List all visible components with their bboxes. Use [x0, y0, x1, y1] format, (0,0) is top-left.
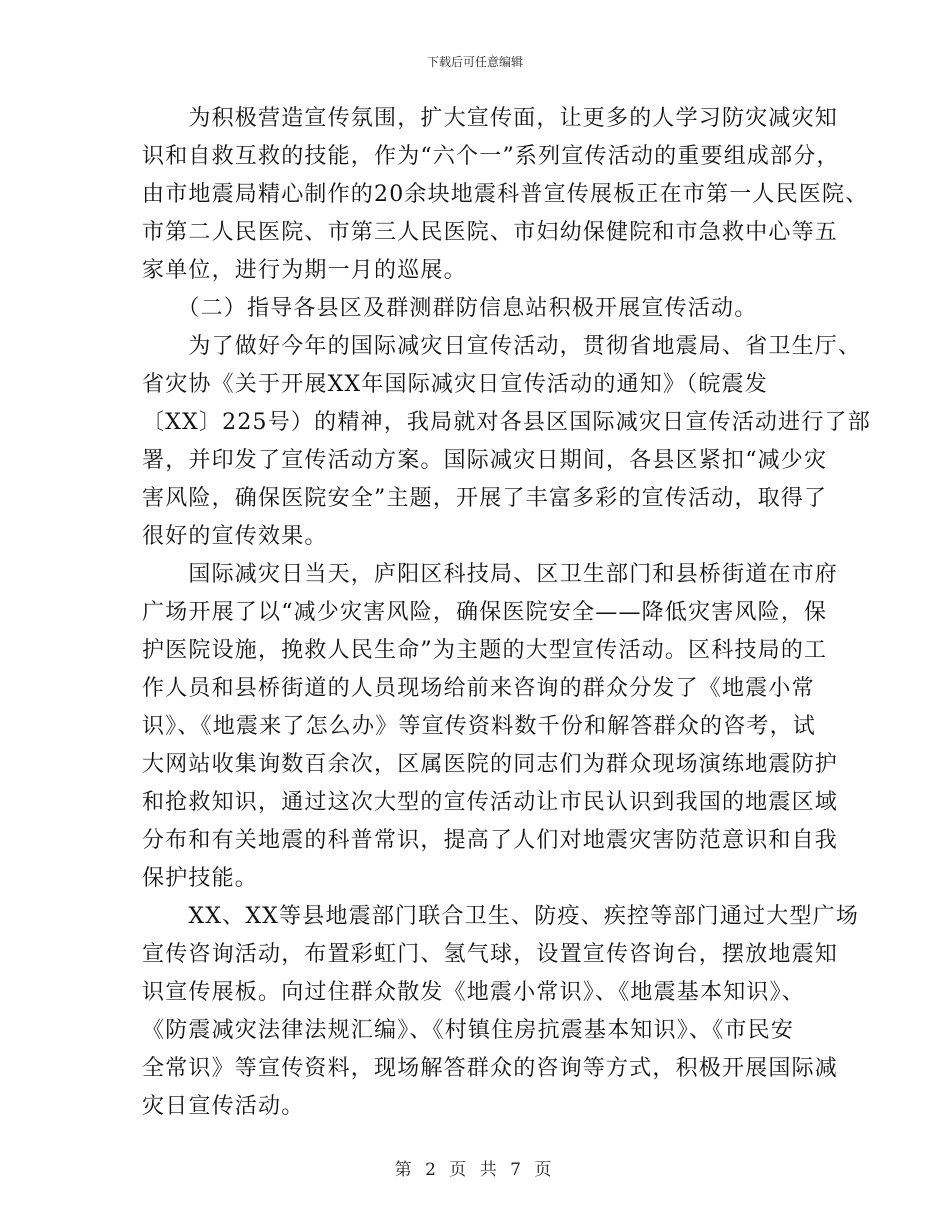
text-line: 和抢救知识，通过这次大型的宣传活动让市民认识到我国的地震区域: [142, 790, 839, 815]
text-line: 识》、《地震来了怎么办》等宣传资料数千份和解答群众的咨考，试: [142, 714, 817, 739]
text-line: 保护技能。: [142, 866, 259, 891]
page-number-footer: 第 2 页 共 7 页: [394, 1160, 556, 1180]
text-line: 害风险，确保医院安全”主题，开展了丰富多彩的宣传活动，取得了: [142, 486, 828, 511]
text-line: 由市地震局精心制作的20余块地震科普宣传展板正在市第一人民医院、: [142, 182, 869, 207]
text-line: 市第二人民医院、市第三人民医院、市妇幼保健院和市急救中心等五: [142, 220, 839, 245]
text-line: 大网站收集询数百余次，区属医院的同志们为群众现场演练地震防护: [142, 752, 839, 777]
text-line: 家单位，进行为期一月的巡展。: [142, 258, 467, 283]
text-line: 识和自救互救的技能，作为“六个一”系列宣传活动的重要组成部分，: [142, 144, 840, 169]
section-heading: （二）指导各县区及群测群防信息站积极开展宣传活动。: [142, 296, 758, 321]
text-line: 作人员和县桥街道的人员现场给前来咨询的群众分发了《地震小常: [142, 676, 815, 701]
text-line: 署，并印发了宣传活动方案。国际减灾日期间，各县区紧扣“减少灾: [142, 448, 828, 473]
text-line: 省灾协《关于开展XX年国际减灾日宣传活动的通知》（皖震发: [142, 372, 768, 397]
text-line: 识宣传展板。向过住群众散发《地震小常识》、《地震基本知识》、: [142, 980, 806, 1005]
page-header: 下载后可任意编辑: [426, 55, 523, 69]
text-line: 国际减灾日当天，庐阳区科技局、区卫生部门和县桥街道在市府: [142, 562, 839, 587]
text-line: 护医院设施，挽救人民生命”为主题的大型宣传活动。区科技局的工: [142, 638, 828, 663]
text-line: 灾日宣传活动。: [142, 1094, 305, 1119]
text-line: 很好的宣传效果。: [142, 524, 328, 549]
text-line: XX、XX等县地震部门联合卫生、防疫、疾控等部门通过大型广场: [142, 904, 860, 929]
text-line: 分布和有关地震的科普常识，提高了人们对地震灾害防范意识和自我: [142, 828, 839, 853]
text-line: 《防震减灾法律法规汇编》、《村镇住房抗震基本知识》、《市民安: [142, 1018, 795, 1043]
text-line: 广场开展了以“减少灾害风险，确保医院安全——降低灾害风险，保: [142, 600, 828, 625]
text-line: 全常识》等宣传资料，现场解答群众的咨询等方式，积极开展国际减: [142, 1056, 839, 1081]
text-line: 〔XX〕225号）的精神，我局就对各县区国际减灾日宣传活动进行了部: [142, 410, 871, 435]
text-line: 为了做好今年的国际减灾日宣传活动，贯彻省地震局、省卫生厅、: [142, 334, 862, 359]
text-line: 宣传咨询活动，布置彩虹门、氢气球，设置宣传咨询台，摆放地震知: [142, 942, 839, 967]
text-line: 为积极营造宣传氛围，扩大宣传面，让更多的人学习防灾减灾知: [142, 106, 839, 131]
